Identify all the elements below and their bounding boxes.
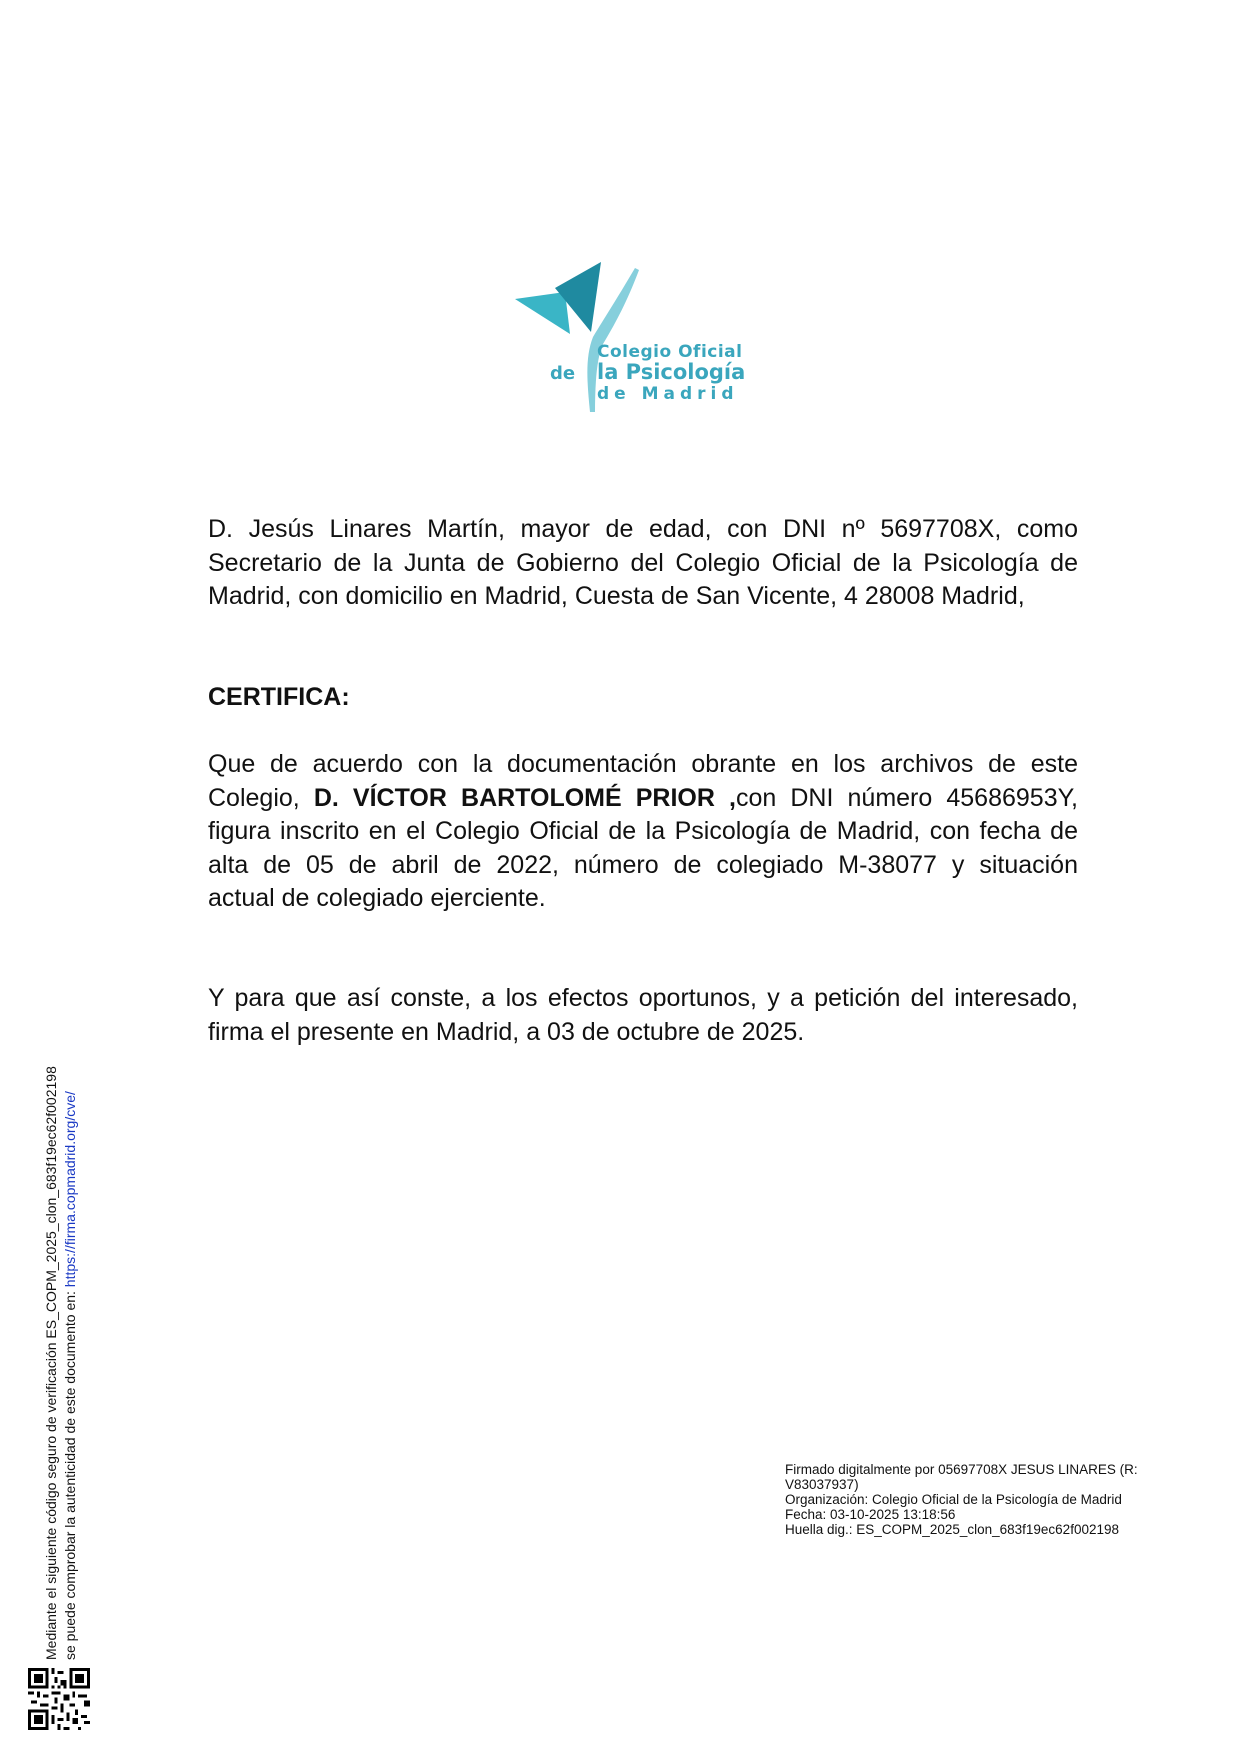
intro-line: Secretario de la Junta de Gobierno del Colegio Oficial de la Psicología de — [208, 548, 1078, 577]
signature-line: Fecha: 03-10-2025 13:18:56 — [785, 1507, 956, 1522]
verification-prefix: se puede comprobar la autenticidad de este documento en: — [62, 1287, 78, 1660]
qr-code-icon — [28, 1668, 90, 1730]
cert-line-pre: Colegio, — [208, 783, 314, 812]
certifica-heading: CERTIFICA: — [208, 683, 350, 711]
logo-text-line3: de Madrid — [597, 384, 739, 404]
verification-note — [42, 1066, 80, 1660]
cert-line: figura inscrito en el Colegio Oficial de la Psicología de Madrid, con fecha de — [208, 817, 1078, 845]
cert-line-name — [208, 782, 1078, 816]
logo-text-line2: la Psicología — [597, 360, 746, 384]
colegio-logo — [515, 262, 755, 417]
verification-line1: Mediante el siguiente código seguro de verificación ES_COPM_2025_clon_683f19ec62f002198 — [43, 1066, 59, 1660]
intro-line: D. Jesús Linares Martín, mayor de edad, con DNI nº 5697708X, como — [208, 515, 1078, 543]
signature-line: V83037937) — [785, 1477, 859, 1492]
intro-line: Madrid, con domicilio en Madrid, Cuesta de San Vicente, 4 28008 Madrid, — [208, 582, 1025, 610]
cert-line: actual de colegiado ejerciente. — [208, 884, 546, 912]
cert-line: Que de acuerdo con la documentación obrante en los archivos de este — [208, 750, 1078, 778]
certification-paragraph — [208, 748, 1078, 916]
closing-line: Y para que así conste, a los efectos oportunos, y a petición del interesado, — [208, 984, 1078, 1012]
digital-signature-block — [785, 1462, 1175, 1537]
closing-line: firma el presente en Madrid, a 03 de octubre de 2025. — [208, 1017, 805, 1046]
signature-line: Organización: Colegio Oficial de la Psicología de Madrid — [785, 1492, 1122, 1507]
logo-text-prefix: de — [550, 363, 576, 384]
cert-line-post: con DNI número 45686953Y, — [735, 783, 1079, 812]
closing-paragraph — [208, 982, 1078, 1049]
verification-line2 — [61, 1066, 80, 1660]
signature-line: Firmado digitalmente por 05697708X JESUS LINARES (R: — [785, 1462, 1138, 1477]
member-name: D. VÍCTOR BARTOLOMÉ PRIOR , — [313, 783, 736, 812]
intro-paragraph — [208, 513, 1078, 614]
cert-line: alta de 05 de abril de 2022, número de colegiado M-38077 y situación — [208, 850, 1078, 879]
verification-link[interactable]: https://firma.copmadrid.org/cve/ — [62, 1091, 78, 1288]
signature-line: Huella dig.: ES_COPM_2025_clon_683f19ec62f002198 — [785, 1522, 1119, 1537]
logo-text-line1: Colegio Oficial — [597, 342, 743, 362]
